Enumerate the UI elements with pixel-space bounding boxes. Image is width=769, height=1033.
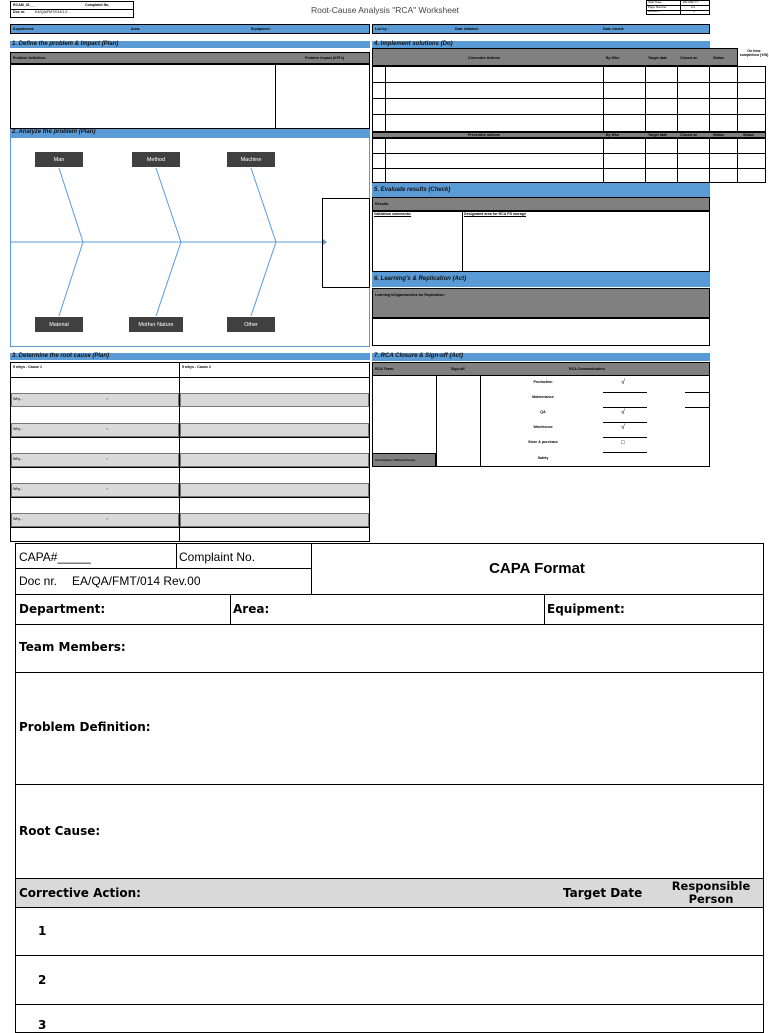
capa-rootcause-label: Root Cause: — [19, 824, 101, 838]
s6-learnings: Learning's/Opportunities for Replication: — [372, 288, 710, 318]
five-whys-table: 5 whys - Cause 1 5 whys - Cause 2 Why... ? Why... ? Why... ? Why... ? Why... ? — [10, 362, 370, 542]
capa-doc-label: Doc nr. — [19, 574, 58, 588]
s4-corrective-grid — [372, 66, 766, 132]
s4-preventive-header: Preventive actions By Who Target date Closed on Status Status — [372, 132, 766, 138]
capa-area-label: Area: — [233, 602, 270, 616]
s6-header: 6. Learning's & Replication (Act) — [372, 272, 710, 287]
cause-mother-nature: Mother Nature — [129, 317, 183, 332]
rca-complaint-no: Complaint No. — [85, 3, 110, 7]
s6-body — [372, 318, 710, 346]
rca-info-right: Led by : Date initiated: Date closed: — [372, 24, 710, 34]
s2-header: 2. Analyze the problem (Plan) — [10, 129, 370, 137]
rca-meta-box: Start Date DD-MM-YY Page Number 1/1 Revision 0 — [646, 0, 710, 15]
s7-signoff: RCA Team: Sign-off RCA Communication Production √ Maintenance QA √ Warehouse √ Store & purchase □ Safety Area Owner: Richard Kruser — [372, 362, 710, 467]
capa-action-2: 2 — [38, 973, 47, 987]
s5-body: Validation comments: Designated area for RCA PS storage — [372, 211, 710, 272]
capa-form — [15, 543, 764, 1033]
s4-preventive-grid — [372, 138, 766, 183]
s3-header: 3. Determine the root cause (Plan) — [10, 353, 370, 360]
cause-method: Method — [132, 152, 180, 167]
rca-id-box — [10, 1, 134, 18]
cause-man: Man — [35, 152, 83, 167]
rca-info-left: Department: Area: Equipment: — [10, 24, 370, 34]
s1-body — [10, 64, 370, 129]
fishbone-diagram — [10, 137, 370, 347]
capa-responsible-label: Responsible Person — [671, 879, 751, 906]
s5-results-bar: Results: — [372, 197, 710, 211]
cause-material: Material — [35, 317, 83, 332]
cause-other: Other — [227, 317, 275, 332]
fishbone-effect-box — [322, 198, 370, 288]
capa-action-header — [16, 879, 763, 907]
s5-header: 5. Evaluate results (Check) — [372, 183, 710, 197]
capa-doc-value: EA/QA/FMT/014 Rev.00 — [72, 574, 201, 588]
s4-header: 4. Implement solutions (Do) — [372, 41, 710, 48]
capa-problem-label: Problem Definition: — [19, 720, 151, 734]
capa-corrective-label: Corrective Action: — [19, 886, 141, 900]
rca-doc-label: Doc nr. — [13, 10, 26, 14]
capa-equipment-label: Equipment: — [547, 602, 625, 616]
rca-title: Root-Cause Analysis "RCA" Worksheet — [310, 5, 460, 15]
capa-team-label: Team Members: — [19, 640, 126, 654]
cause-machine: Machine — [227, 152, 275, 167]
s4-corrective-header: Corrective Actions By Who Target date Closed on Status On time completion (Y/N) — [372, 48, 738, 66]
rca-capa-no: RCAM_01___ — [13, 3, 36, 7]
capa-action-3: 3 — [38, 1018, 47, 1032]
s7-area-owner: Area Owner: Richard Kruser — [372, 453, 436, 467]
capa-complaint-label: Complaint No. — [179, 550, 256, 564]
s1-header: 1. Define the problem & Impact (Plan) — [10, 41, 370, 48]
capa-department-label: Department: — [19, 602, 106, 616]
rca-doc-value: EA/QA/FMT/014/1.0 — [35, 10, 68, 14]
capa-title: CAPA Format — [489, 560, 585, 577]
capa-target-label: Target Date — [563, 886, 643, 900]
s1-column-bar: Problem Definition: Problem Impact (KPI's) — [10, 52, 370, 64]
s7-header: 7. RCA Closure & Sign-off (Act) — [372, 353, 710, 361]
fishbone-lines — [11, 138, 369, 346]
capa-number-label: CAPA#_____ — [19, 550, 91, 564]
capa-action-1: 1 — [38, 924, 47, 938]
